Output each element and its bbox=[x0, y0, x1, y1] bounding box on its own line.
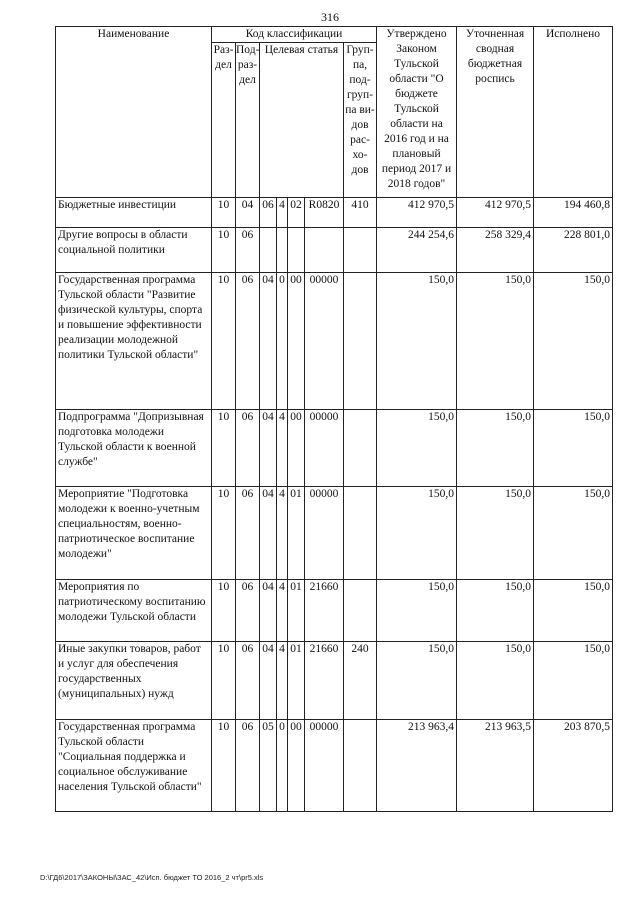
row-vid bbox=[344, 228, 377, 273]
row-razdel: 10 bbox=[212, 410, 236, 487]
row-executed: 150,0 bbox=[534, 487, 613, 580]
row-name: Государственная программа Тульской области "Социальная поддержка и социальное обслуживание населения Тульской области" bbox=[56, 720, 212, 812]
row-razdel: 10 bbox=[212, 720, 236, 812]
row-razdel: 10 bbox=[212, 273, 236, 410]
row-podrazdel: 06 bbox=[236, 580, 260, 642]
row-name: Подпрограмма "Допризывная подготовка молодежи Тульской области к военной службе" bbox=[56, 410, 212, 487]
row-target-subprogram: 0 bbox=[277, 720, 288, 812]
row-target-subprogram: 4 bbox=[277, 198, 288, 228]
header-row-1 bbox=[56, 27, 613, 43]
row-razdel: 10 bbox=[212, 198, 236, 228]
row-name: Иные закупки товаров, работ и услуг для обеспечения государственных (муниципальных) нужд bbox=[56, 642, 212, 720]
row-target-event: 00 bbox=[288, 410, 305, 487]
row-approved: 150,0 bbox=[377, 487, 457, 580]
header-podrazdel: Под- раз- дел bbox=[236, 43, 260, 198]
row-refined: 412 970,5 bbox=[457, 198, 534, 228]
table-row bbox=[56, 642, 613, 720]
row-vid bbox=[344, 720, 377, 812]
table-row bbox=[56, 273, 613, 410]
row-target-direction: 00000 bbox=[305, 410, 344, 487]
row-approved: 150,0 bbox=[377, 580, 457, 642]
row-target-event: 00 bbox=[288, 273, 305, 410]
row-vid: 410 bbox=[344, 198, 377, 228]
row-executed: 194 460,8 bbox=[534, 198, 613, 228]
row-target-event: 01 bbox=[288, 642, 305, 720]
header-name: Наименование bbox=[56, 27, 212, 198]
table-row bbox=[56, 580, 613, 642]
row-target-subprogram: 4 bbox=[277, 410, 288, 487]
row-target-program: 05 bbox=[260, 720, 277, 812]
row-approved: 150,0 bbox=[377, 642, 457, 720]
row-name: Государственная программа Тульской области "Развитие физической культуры, спорта и повышение эффективности реализации молодежной политики Тульской области" bbox=[56, 273, 212, 410]
row-target-subprogram: 4 bbox=[277, 642, 288, 720]
header-vid: Груп- па, под- груп- па ви- дов рас- хо- дов bbox=[344, 43, 377, 198]
header-code-group: Код классификации bbox=[212, 27, 377, 43]
row-target-direction bbox=[305, 228, 344, 273]
row-executed: 228 801,0 bbox=[534, 228, 613, 273]
row-refined: 150,0 bbox=[457, 580, 534, 642]
row-target-direction: 00000 bbox=[305, 487, 344, 580]
row-vid bbox=[344, 410, 377, 487]
row-refined: 213 963,5 bbox=[457, 720, 534, 812]
table-row bbox=[56, 198, 613, 228]
row-refined: 150,0 bbox=[457, 642, 534, 720]
row-target-direction: 00000 bbox=[305, 273, 344, 410]
row-target-event: 00 bbox=[288, 720, 305, 812]
row-target-program: 04 bbox=[260, 410, 277, 487]
row-name: Другие вопросы в области социальной политики bbox=[56, 228, 212, 273]
row-razdel: 10 bbox=[212, 487, 236, 580]
row-approved: 150,0 bbox=[377, 273, 457, 410]
header-executed: Исполнено bbox=[534, 27, 613, 198]
row-vid bbox=[344, 273, 377, 410]
table-row bbox=[56, 487, 613, 580]
row-name: Мероприятие "Подготовка молодежи к военно-учетным специальностям, военно-патриотическое воспитание молодежи" bbox=[56, 487, 212, 580]
row-name: Бюджетные инвестиции bbox=[56, 198, 212, 228]
row-executed: 150,0 bbox=[534, 273, 613, 410]
row-target-event: 01 bbox=[288, 487, 305, 580]
row-approved: 244 254,6 bbox=[377, 228, 457, 273]
budget-table bbox=[55, 26, 613, 812]
row-razdel: 10 bbox=[212, 642, 236, 720]
row-podrazdel: 06 bbox=[236, 273, 260, 410]
row-podrazdel: 06 bbox=[236, 228, 260, 273]
row-target-direction: 21660 bbox=[305, 642, 344, 720]
row-podrazdel: 06 bbox=[236, 720, 260, 812]
row-podrazdel: 06 bbox=[236, 642, 260, 720]
header-approved: Утверждено Законом Тульской области "О бюджете Тульской области на 2016 год и на плановый период 2017 и 2018 годов" bbox=[377, 27, 457, 198]
row-refined: 150,0 bbox=[457, 487, 534, 580]
row-target-event: 01 bbox=[288, 580, 305, 642]
row-target-event bbox=[288, 228, 305, 273]
row-target-subprogram: 4 bbox=[277, 580, 288, 642]
row-executed: 150,0 bbox=[534, 642, 613, 720]
row-approved: 213 963,4 bbox=[377, 720, 457, 812]
row-target-subprogram: 4 bbox=[277, 487, 288, 580]
row-target-program: 04 bbox=[260, 487, 277, 580]
header-refined: Уточненная сводная бюджетная роспись bbox=[457, 27, 534, 198]
row-podrazdel: 04 bbox=[236, 198, 260, 228]
row-refined: 150,0 bbox=[457, 273, 534, 410]
row-razdel: 10 bbox=[212, 228, 236, 273]
page-number: 316 bbox=[321, 10, 339, 24]
row-target-program: 04 bbox=[260, 642, 277, 720]
row-approved: 150,0 bbox=[377, 410, 457, 487]
row-target-program bbox=[260, 228, 277, 273]
row-vid bbox=[344, 487, 377, 580]
header-target: Целевая статья bbox=[260, 43, 344, 198]
row-executed: 203 870,5 bbox=[534, 720, 613, 812]
row-razdel: 10 bbox=[212, 580, 236, 642]
row-vid: 240 bbox=[344, 642, 377, 720]
row-target-event: 02 bbox=[288, 198, 305, 228]
row-target-direction: 00000 bbox=[305, 720, 344, 812]
row-target-direction: R0820 bbox=[305, 198, 344, 228]
table-row bbox=[56, 720, 613, 812]
row-podrazdel: 06 bbox=[236, 487, 260, 580]
row-refined: 150,0 bbox=[457, 410, 534, 487]
row-target-program: 04 bbox=[260, 580, 277, 642]
file-path-footer: D:\ГД6\2017\ЗАКОНЫ\ЗАС_42\Исп. бюджет ТО 2016_2 чт\pr5.xls bbox=[40, 873, 264, 882]
row-target-program: 04 bbox=[260, 273, 277, 410]
row-vid bbox=[344, 580, 377, 642]
row-target-subprogram: 0 bbox=[277, 273, 288, 410]
table-row bbox=[56, 228, 613, 273]
row-target-direction: 21660 bbox=[305, 580, 344, 642]
table-row bbox=[56, 410, 613, 487]
row-executed: 150,0 bbox=[534, 410, 613, 487]
header-razdel: Раз- дел bbox=[212, 43, 236, 198]
row-approved: 412 970,5 bbox=[377, 198, 457, 228]
row-target-subprogram bbox=[277, 228, 288, 273]
row-executed: 150,0 bbox=[534, 580, 613, 642]
row-refined: 258 329,4 bbox=[457, 228, 534, 273]
row-target-program: 06 bbox=[260, 198, 277, 228]
row-name: Мероприятия по патриотическому воспитанию молодежи Тульской области bbox=[56, 580, 212, 642]
row-podrazdel: 06 bbox=[236, 410, 260, 487]
